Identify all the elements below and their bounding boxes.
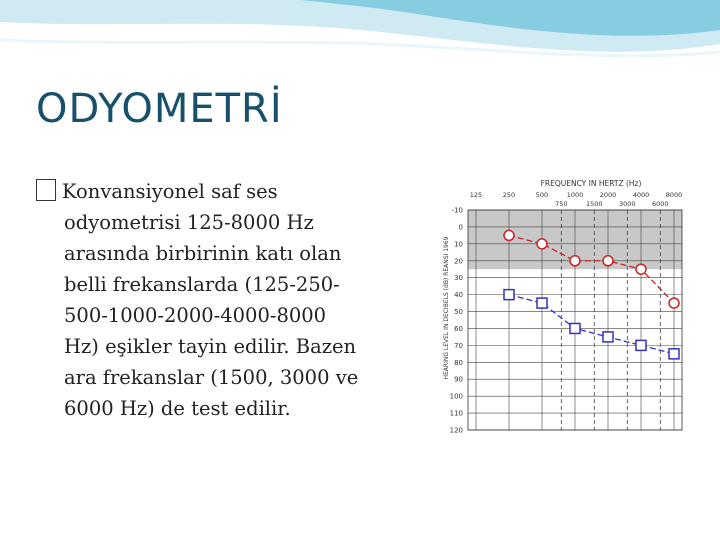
bullet-line: odyometrisi 125-8000 Hz: [64, 211, 314, 234]
threshold-marker-circle: [603, 256, 613, 266]
y-tick-label: 10: [454, 240, 463, 249]
threshold-marker-circle: [636, 264, 646, 274]
y-tick-label: 20: [454, 257, 463, 266]
x-tick-label: 8000: [665, 191, 683, 199]
y-tick-label: 50: [454, 308, 463, 317]
threshold-marker-square: [570, 323, 580, 333]
threshold-marker-square: [603, 332, 613, 342]
bullet-line: belli frekanslarda (125-250-: [64, 273, 340, 296]
bullet-text: [36, 176, 408, 424]
bullet-line: arasında birbirinin katı olan: [64, 242, 342, 265]
missing-glyph-icon: [36, 179, 56, 201]
bullet-line: Konvansiyonel saf ses: [36, 176, 408, 207]
chart-title: FREQUENCY IN HERTZ (Hz): [540, 179, 642, 188]
bullet-line: ara frekanslar (1500, 3000 ve: [64, 366, 359, 389]
y-tick-label: -10: [451, 206, 463, 215]
y-tick-label: 40: [454, 291, 463, 300]
threshold-marker-circle: [570, 256, 580, 266]
y-tick-label: 0: [458, 223, 463, 232]
y-tick-label: 30: [454, 274, 463, 283]
x-tick-label: 250: [502, 191, 516, 199]
header-wave-decoration: [0, 0, 720, 70]
y-axis-label: HEARING LEVEL IN DECIBELS (dB) REANSI 1969: [443, 236, 450, 380]
x-tick-label: 4000: [632, 191, 650, 199]
threshold-marker-square: [669, 349, 679, 359]
threshold-marker-circle: [669, 298, 679, 308]
audiogram-chart: [436, 174, 686, 436]
bullet-line: Hz) eşikler tayin edilir. Bazen: [64, 335, 357, 358]
threshold-marker-square: [504, 290, 514, 300]
x-minor-tick-label: 750: [555, 200, 568, 208]
threshold-marker-square: [537, 298, 547, 308]
x-minor-tick-label: 3000: [619, 200, 636, 208]
y-tick-label: 60: [454, 324, 463, 333]
y-tick-label: 110: [449, 409, 463, 418]
bullet-line: 500-1000-2000-4000-8000: [64, 304, 327, 327]
threshold-marker-square: [636, 340, 646, 350]
x-tick-label: 1000: [566, 191, 584, 199]
y-tick-label: 100: [449, 392, 463, 401]
x-minor-tick-label: 6000: [652, 200, 669, 208]
x-tick-label: 125: [469, 191, 483, 199]
x-tick-label: 500: [535, 191, 549, 199]
y-tick-label: 90: [454, 375, 463, 384]
threshold-marker-circle: [537, 239, 547, 249]
series-line: [509, 295, 674, 354]
slide-title: ODYOMETRİ: [36, 86, 283, 132]
bullet-line: 6000 Hz) de test edilir.: [64, 397, 291, 420]
threshold-marker-circle: [504, 230, 514, 240]
y-tick-label: 80: [454, 358, 463, 367]
x-tick-label: 2000: [599, 191, 617, 199]
y-tick-label: 120: [449, 426, 463, 435]
x-minor-tick-label: 1500: [586, 200, 603, 208]
y-tick-label: 70: [454, 341, 463, 350]
